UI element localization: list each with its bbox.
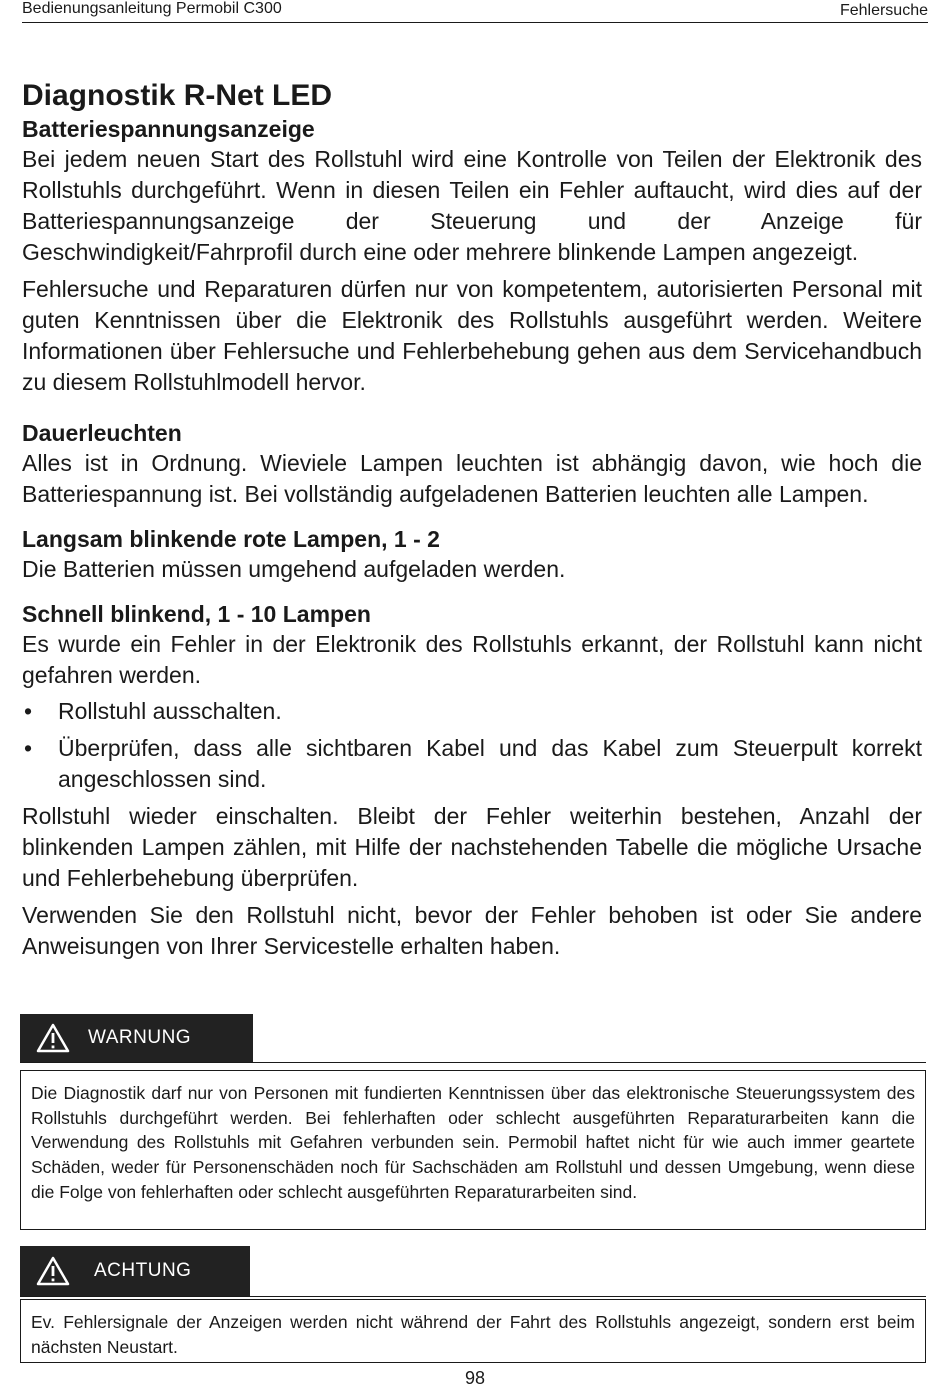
warning-text: Die Diagnostik darf nur von Personen mit fundierten Kenntnissen über das elektronische Steuerungssystem des Rollstuhls durchgeführt werden. Bei fehlerhaften oder schlecht ausgeführten Reparaturarbeiten kann die Verwendung des Rollstuhls mit Gefahren verbunden sein. Permobil haftet nicht für wie auch immer geartete Schäden, weder für Personenschäden noch für Sachschäden am Rollstuhl und dessen Umgebung, wenn diese die Folge von fehlerhaften oder schlecht ausgeführten Reparaturarbeiten sind. — [31, 1083, 915, 1202]
main-content — [22, 78, 922, 962]
section-heading-fast-blink: Schnell blinkend, 1 - 10 Lampen — [22, 601, 371, 627]
header-document-title: Bedienungsanleitung Permobil C300 — [22, 0, 282, 17]
page-number: 98 — [464, 1368, 486, 1388]
paragraph-slow-blink: Die Batterien müssen umgehend aufgeladen werden. — [22, 556, 566, 582]
section-heading-slow-blink: Langsam blinkende rote Lampen, 1 - 2 — [22, 526, 440, 552]
bullet-list — [22, 696, 922, 795]
caution-label-tab — [20, 1246, 250, 1296]
warning-box — [20, 1070, 926, 1230]
warning-notice — [20, 1014, 926, 1230]
caution-box — [20, 1299, 926, 1363]
paragraph-repair-notice: Fehlersuche und Reparaturen dürfen nur von kompetentem, autorisierten Personal mit guten Kenntnissen über die Elektronik des Rollstuhls ausgeführt werden. Weitere Informationen über Fehlersuche und Fehlerbehebung gehen aus dem Servicehandbuch zu diesem Rollstuhlmodell hervor. — [22, 276, 922, 395]
page-header — [22, 0, 928, 23]
page-title: Diagnostik R-Net LED — [22, 79, 333, 112]
paragraph-restart: Rollstuhl wieder einschalten. Bleibt der Fehler weiterhin bestehen, Anzahl der blinkenden Lampen zählen, mit Hilfe der nachstehenden Tabelle die mögliche Ursache und Fehlerbehebung überprüfen. — [22, 803, 922, 891]
caution-text: Ev. Fehlersignale der Anzeigen werden nicht während der Fahrt des Rollstuhls angezeigt, sondern erst beim nächsten Neustart. — [31, 1312, 915, 1357]
warning-label-tab — [20, 1014, 253, 1062]
warning-label: WARNUNG — [88, 1027, 192, 1048]
caution-notice — [20, 1246, 926, 1364]
list-item: • Rollstuhl ausschalten. — [22, 696, 922, 727]
header-section-title: Fehlersuche — [839, 2, 928, 19]
bullet-icon: • — [24, 735, 33, 761]
paragraph-steady-light: Alles ist in Ordnung. Wieviele Lampen leuchten ist abhängig davon, wie hoch die Batteriespannung ist. Bei vollständig aufgeladenen Batterien leuchten alle Lampen. — [22, 450, 922, 507]
section-heading-steady-light: Dauerleuchten — [22, 420, 182, 446]
warning-triangle-icon — [36, 1256, 70, 1286]
paragraph-do-not-use: Verwenden Sie den Rollstuhl nicht, bevor der Fehler behoben ist oder Sie andere Anweisungen von Ihrer Servicestelle erhalten haben. — [22, 902, 922, 959]
caution-label: ACHTUNG — [94, 1260, 192, 1281]
warning-triangle-icon — [36, 1023, 70, 1053]
paragraph-intro: Bei jedem neuen Start des Rollstuhl wird eine Kontrolle von Teilen der Elektronik des Rollstuhls durchgeführt. Wenn in diesen Teilen ein Fehler auftaucht, wird dies auf der Batteriespannungsanzeige der Steuerung und der Anzeige für Geschwindigkeit/Fahrprofil durch eine oder mehrere blinkende Lampen angezeigt. — [22, 146, 922, 265]
list-item: • Überprüfen, dass alle sichtbaren Kabel und das Kabel zum Steuerpult korrekt angeschlossen sind. — [24, 735, 922, 792]
section-heading-battery-indicator: Batteriespannungsanzeige — [22, 116, 315, 142]
bullet-icon: • — [24, 698, 33, 724]
paragraph-fast-blink: Es wurde ein Fehler in der Elektronik des Rollstuhls erkannt, der Rollstuhl kann nicht gefahren werden. — [22, 631, 922, 688]
